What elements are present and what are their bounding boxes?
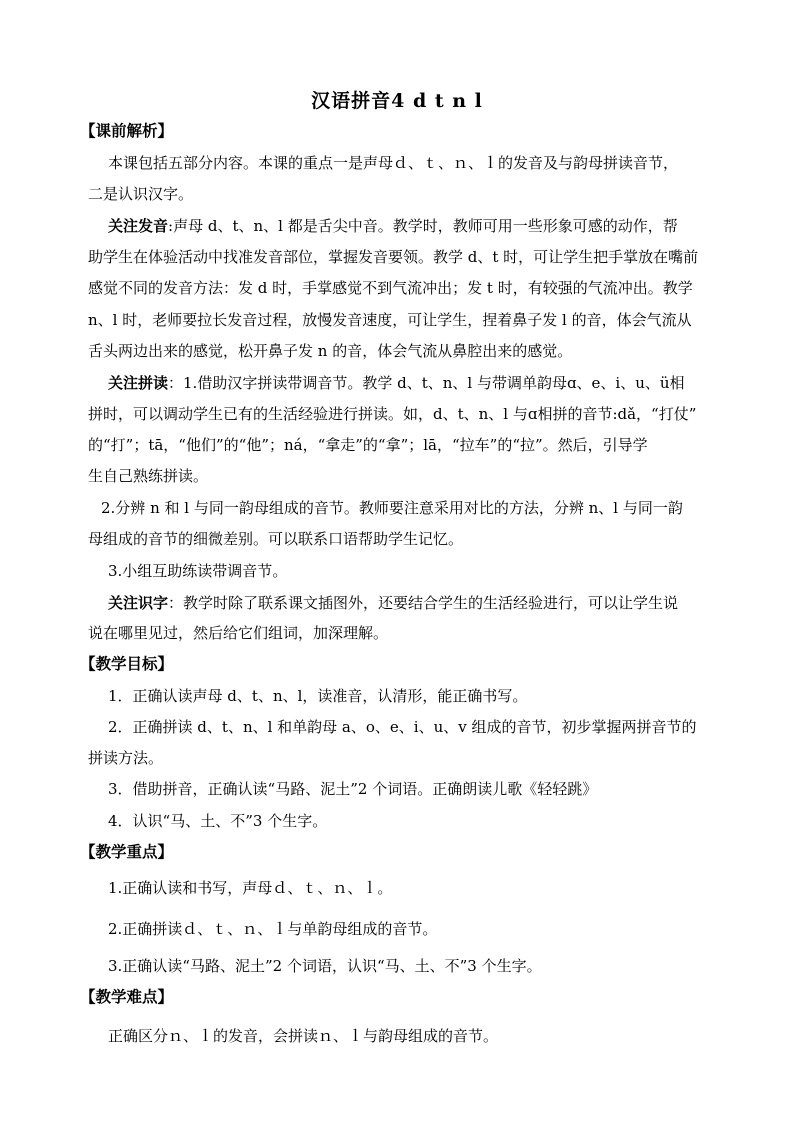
heading-prelesson: 【课前解析】 <box>80 121 174 140</box>
pronunciation-line-3: 感觉不同的发音方法：发 d 时，手掌感觉不到气流冲出；发 t 时，有较强的气流冲出。教学 <box>88 279 693 297</box>
pronunciation-line-5: 舌头两边出来的感觉，松开鼻子发 n 的音，体会气流从鼻腔出来的感觉。 <box>88 342 573 360</box>
goal-item-3: 3．借助拼音，正确认读“马路、泥土”2 个词语。正确朗读儿歌《轻轻跳》 <box>108 780 598 798</box>
heading-difficulty: 【教学难点】 <box>80 987 174 1006</box>
pronunciation-line-2: 助学生在体验活动中找准发音部位，掌握发音要领。教学 d、t 时，可让学生把手掌放在嘴前 <box>88 248 699 266</box>
focus-item-3: 3.正确认读“马路、泥土”2 个词语，认识“马、土、不”3 个生字。 <box>108 957 542 975</box>
intro-line-2: 二是认识汉字。 <box>88 185 194 203</box>
spelling-point3: 3.小组互助练读带调音节。 <box>108 562 288 580</box>
literacy-text: ：教学时除了联系课文插图外，还要结合学生的生活经验进行，可以让学生说 <box>168 594 679 612</box>
page-title: 汉语拼音4 d t n l <box>311 90 483 112</box>
pronunciation-label: 关注发音 <box>108 217 169 235</box>
literacy-line-1 <box>108 592 748 614</box>
spelling-label: 关注拼读 <box>108 374 169 392</box>
goal-item-2: 2．正确拼读 d、t、n、l 和单韵母 a、o、e、i、u、v 组成的音节，初步掌握两拼音节的 <box>108 718 697 736</box>
goal-item-1: 1．正确认读声母 d、t、n、l，读准音，认清形，能正确书写。 <box>108 687 528 705</box>
literacy-label: 关注识字 <box>108 594 169 612</box>
spelling-line-2: 拼时，可以调动学生已有的生活经验进行拼读。如，d、t、n、l 与ɑ相拼的音节:dǎ，“打仗” <box>88 405 697 423</box>
spelling-point2-line-2: 母组成的音节的细微差别。可以联系口语帮助学生记忆。 <box>88 530 464 548</box>
pronunciation-line-1 <box>108 215 748 237</box>
literacy-line-2: 说在哪里见过，然后给它们组词，加深理解。 <box>88 624 389 642</box>
focus-item-1: 1.正确认读和书写，声母ｄ、ｔ、ｎ、ｌ。 <box>108 879 393 897</box>
goal-item-4: 4．认识“马、土、不”3 个生字。 <box>108 812 328 830</box>
intro-line-1: 本课包括五部分内容。本课的重点一是声母ｄ、ｔ、ｎ、ｌ的发音及与韵母拼读音节， <box>108 154 679 172</box>
spelling-text: ：1.借助汉字拼读带调音节。教学 d、t、n、l 与带调单韵母ɑ、e、i、u、ü相 <box>168 374 685 392</box>
heading-goals: 【教学目标】 <box>80 654 174 673</box>
pronunciation-text: :声母 d、t、n、l 都是舌尖中音。教学时，教师可用一些形象可感的动作，帮 <box>168 217 678 235</box>
pronunciation-line-4: n、l 时，老师要拉长发音过程，放慢发音速度，可让学生，捏着鼻子发 l 的音，体会气流从 <box>88 311 692 329</box>
difficulty-text: 正确区分ｎ、ｌ的发音，会拼读ｎ、ｌ与韵母组成的音节。 <box>108 1027 499 1045</box>
spelling-line-1 <box>108 372 748 394</box>
focus-item-2: 2.正确拼读ｄ、ｔ、ｎ、ｌ与单韵母组成的音节。 <box>108 920 438 938</box>
spelling-point2-line-1: 2.分辨 n 和 l 与同一韵母组成的音节。教师要注意采用对比的方法，分辨 n、l 与同一韵 <box>101 499 683 517</box>
goal-item-2-cont: 拼读方法。 <box>88 749 164 767</box>
heading-focus: 【教学重点】 <box>80 842 174 861</box>
spelling-line-4: 生自己熟练拼读。 <box>88 467 209 485</box>
spelling-line-3: 的“打”；tā，“他们”的“他”；ná，“拿走”的“拿”；lā，“拉车”的“拉”。然后，引导学 <box>88 436 648 454</box>
